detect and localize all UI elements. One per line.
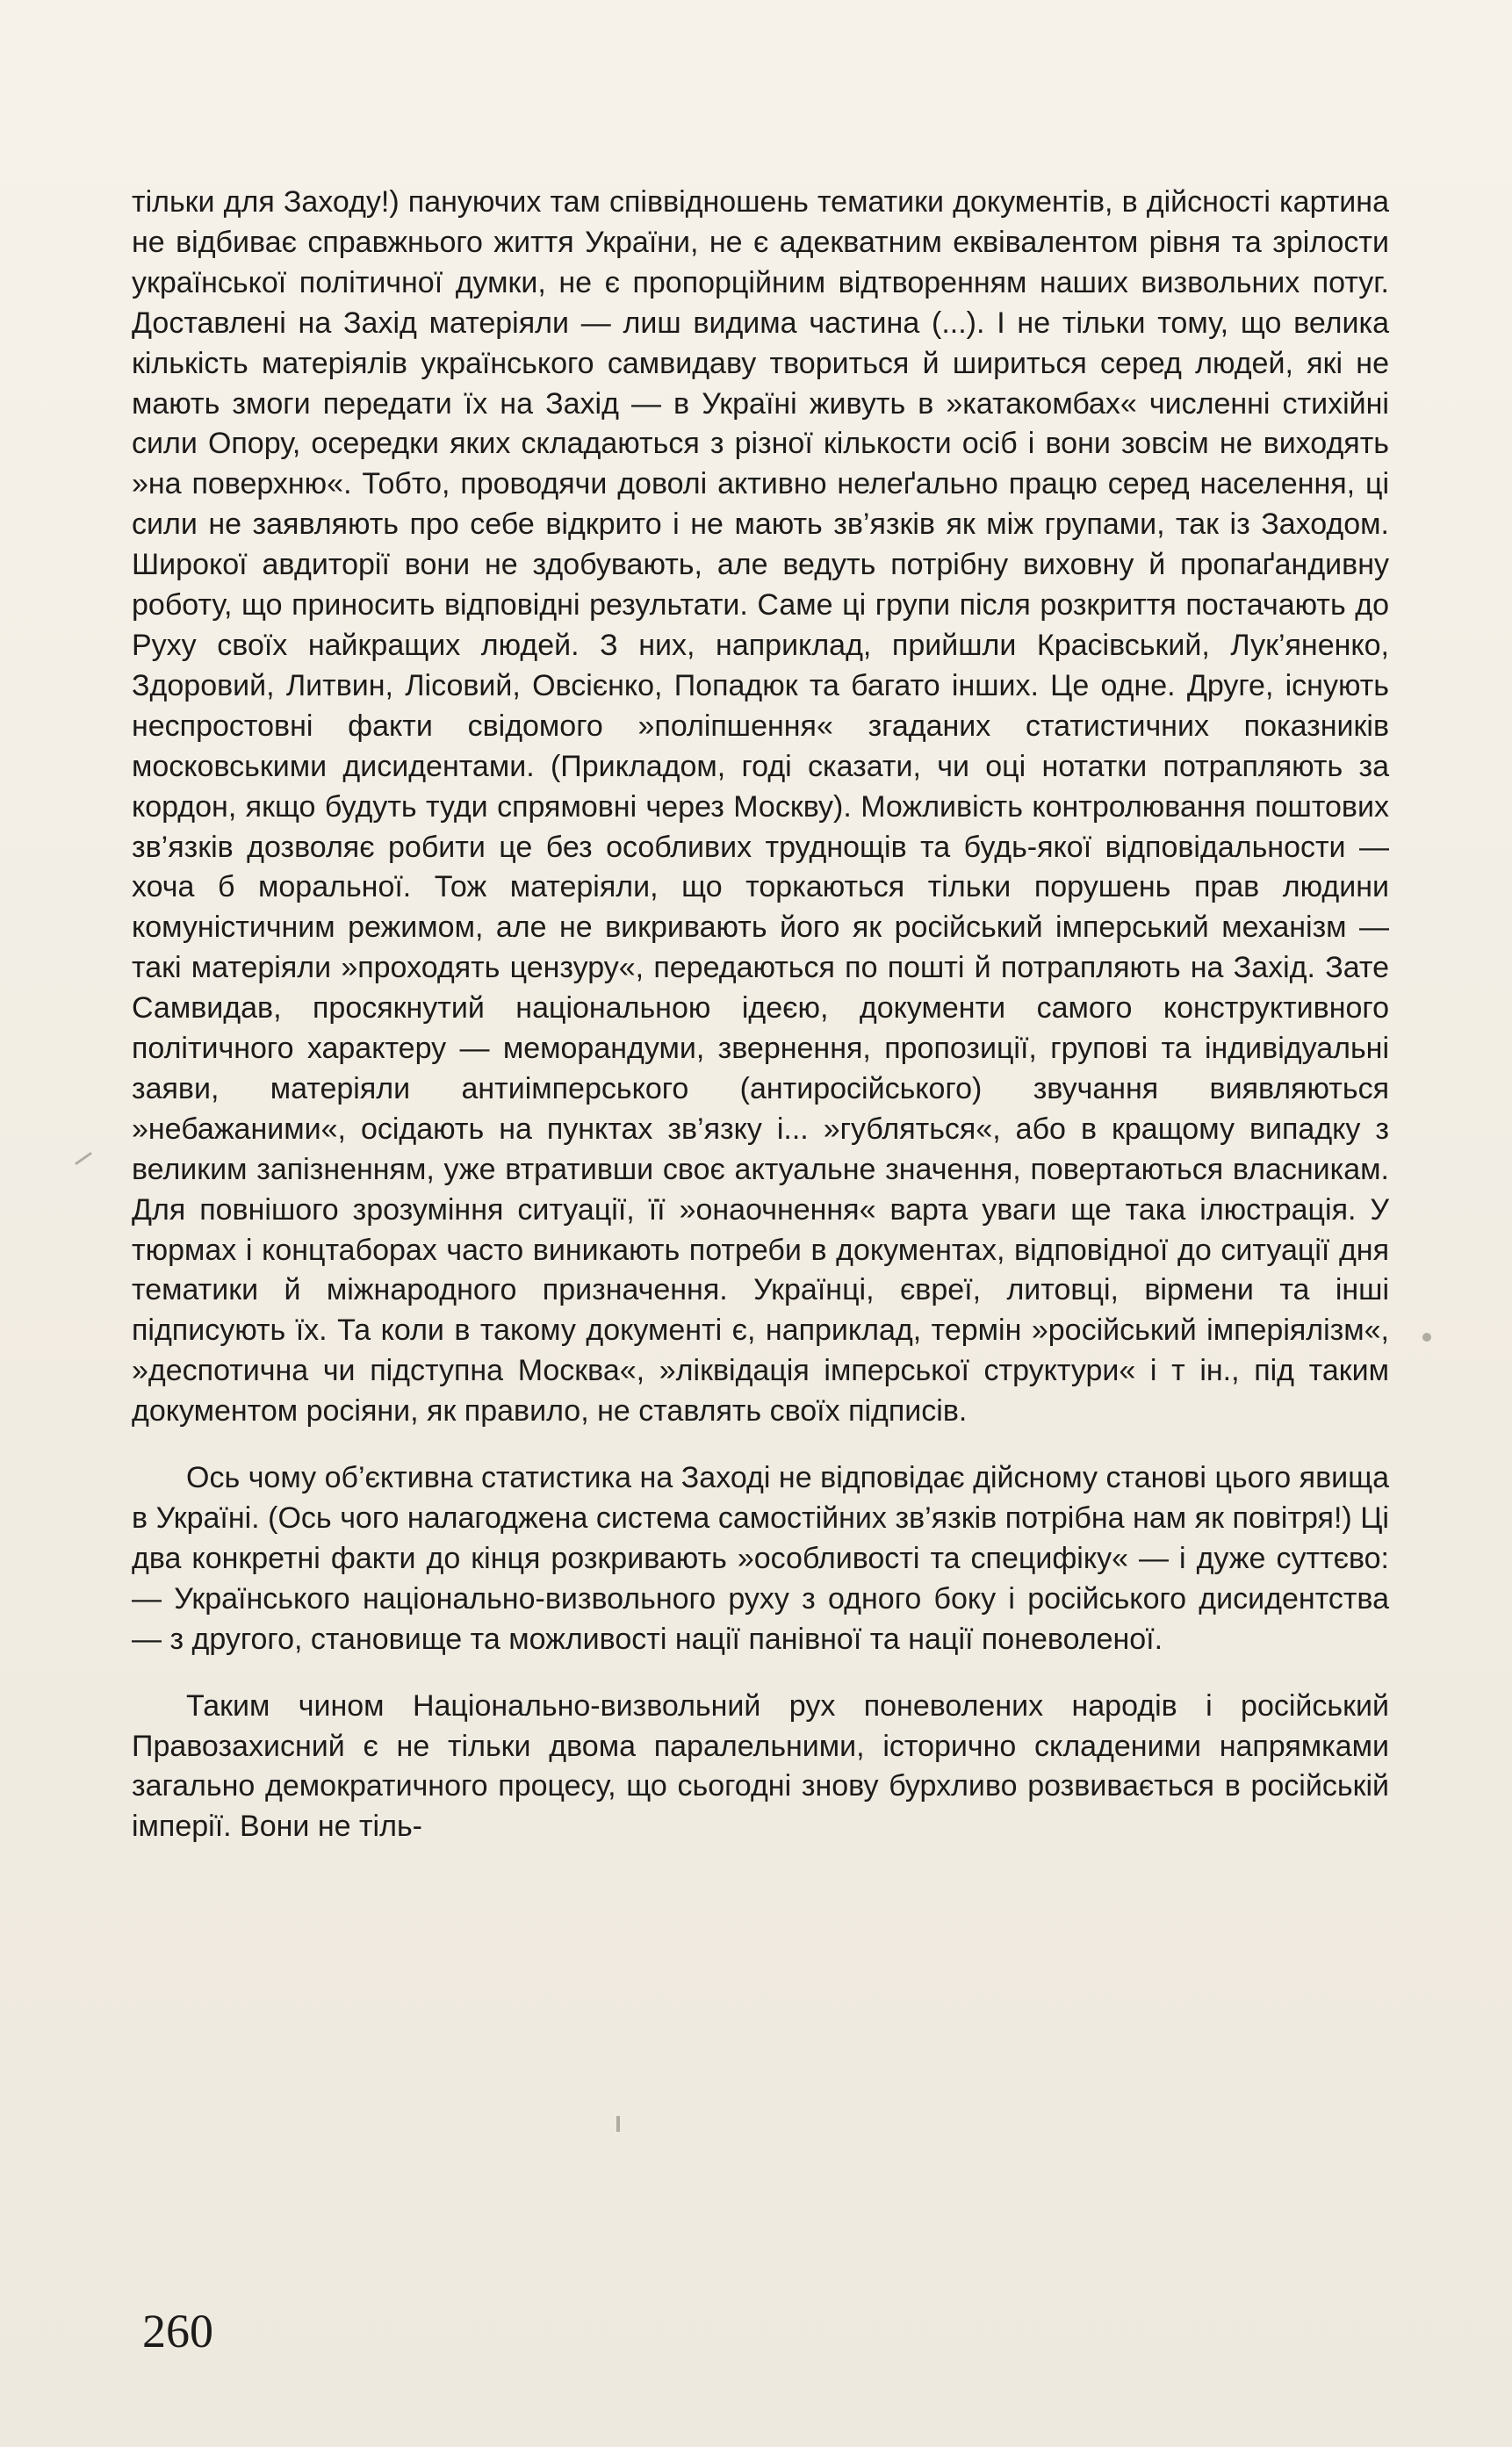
scan-speck: [1422, 1333, 1431, 1342]
body-text: [132, 183, 1389, 1847]
paragraph-1: тільки для Заходу!) пануючих там співвідношень тематики документів, в дійсності картина не відбиває справжнього життя України, не є адекватним еквівалентом рівня та зрілости української політичної думки, не є пропорційним відтворенням наших визвольних потуг. Доставлені на Захід матеріяли — лиш видима частина (...). І не тільки тому, що велика кількість матеріялів українського самвидаву твориться й шириться серед людей, які не мають змоги передати їх на Захід — в Україні живуть в »катакомбах« численні стихійні сили Опору, осередки яких складаються з різної кількости осіб і вони зовсім не виходять »на поверхню«. Тобто, проводячи доволі активно нелеґально працю серед населення, ці сили не заявляють про себе відкрито і не мають зв’язків як між групами, так із Заходом. Широкої авдиторії вони не здобувають, але ведуть потрібну виховну й пропаґандивну роботу, що приносить відповідні результати. Саме ці групи після розкриття постачають до Руху своїх найкращих людей. З них, наприклад, прийшли Красівський, Лук’яненко, Здоровий, Литвин, Лісовий, Овсієнко, Попадюк та багато інших. Це одне. Друге, існують неспростовні факти свідомого »поліпшення« згаданих статистичних показників московськими дисидентами. (Прикладом, годі сказати, чи оці нотатки потрапляють за кордон, якщо будуть туди спрямовні через Москву). Можливість контролювання поштових зв’язків дозволяє робити це без особливих труднощів та будь-якої відповідальности — хоча б моральної. Тож матеріяли, що торкаються тільки порушень прав людини комуністичним режимом, але не викривають його як російський імперський механізм — такі матеріяли »проходять цензуру«, передаються по пошті й потрапляють на Захід. Зате Самвидав, просякнутий національною ідеєю, документи самого конструктивного політичного характеру — меморандуми, звернення, пропозиції, групові та індивідуальні заяви, матеріяли антиімперського (антиросійського) звучання виявляються »небажаними«, осідають на пунктах зв’язку і... »губляться«, або в кращому випадку з великим запізненням, уже втративши своє актуальне значення, повертаються власникам. Для повнішого зрозуміння ситуації, її »онаочнення« варта уваги ще така ілюстрація. У тюрмах і концтаборах часто виникають потреби в документах, відповідної до ситуації дня тематики й міжнародного призначення. Українці, євреї, литовці, вірмени та інші підписують їх. Та коли в такому документі є, наприклад, термін »російський імперіялізм«, »деспотична чи підступна Москва«, »ліквідація імперської структури« і т ін., під таким документом росіяни, як правило, не ставлять своїх підписів.: [132, 185, 1389, 1429]
scan-speck: [616, 2116, 620, 2132]
page-number: 260: [142, 2305, 213, 2357]
paragraph-3: Таким чином Національно-визвольний рух поневолених народів і російський Правозахисний є не тільки двома паралельними, історично складеними напрямками загально демократичного процесу, що сьогодні знову бурхливо розвивається в російській імперії. Вони не тіль-: [132, 1688, 1389, 1844]
paragraph-2: Ось чому об’єктивна статистика на Заході не відповідає дійсному станові цього явища в Україні. (Ось чого налагоджена система самостійних зв’язків потрібна нам як повітря!) Ці два конкретні факти до кінця розкривають »особливості та специфіку« — і дуже суттєво: — Українського національно-визвольного руху з одного боку і російського дисидентства — з другого, становище та можливості нації панівної та нації поневоленої.: [132, 1461, 1389, 1656]
